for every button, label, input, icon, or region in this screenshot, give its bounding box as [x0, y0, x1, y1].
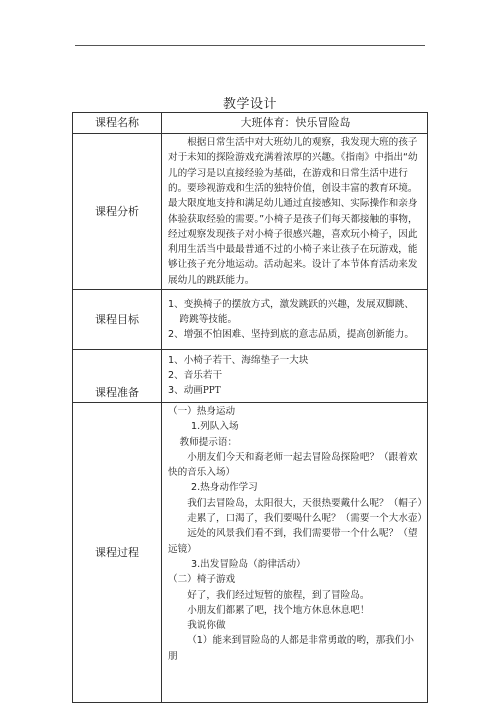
prep-item — [168, 383, 423, 399]
lesson-plan-table — [72, 112, 428, 703]
prep-item — [168, 353, 423, 368]
label-course-prep: 课程准备 — [73, 350, 162, 403]
process-line: （1）能来到冒险岛的人都是非常勇敢的哟，那我们小朋 — [168, 635, 414, 662]
process-line: 好了，我们经过短暂的旅程，到了冒险岛。 — [187, 589, 370, 601]
process-section-heading: （一）热身运动 — [168, 406, 236, 417]
label-course-analysis: 课程分析 — [73, 134, 162, 290]
row-course-analysis — [73, 134, 428, 290]
process-line: 远处的风景我们看不到，我们需要带一个什么呢？（望远镜） — [168, 528, 418, 555]
course-process-cell — [162, 403, 428, 703]
prep-item — [168, 368, 423, 383]
goal-item: 1、变换椅子的摆放方式，激发跳跃的兴趣，发展双脚跳、跨跳等技能。 — [168, 298, 414, 325]
row-course-prep — [73, 350, 428, 403]
course-analysis-cell — [162, 134, 428, 290]
process-line: 我说你做 — [187, 620, 226, 632]
prep-item-text: 动画 — [183, 385, 203, 397]
document-title: 教学设计 — [222, 97, 277, 112]
process-section-heading: （二）椅子游戏 — [168, 574, 236, 586]
process-line: 小朋友们今天和裔老师一起去冒险岛探险吧？（跟着欢快的音乐入场） — [168, 451, 418, 479]
label-course-name: 课程名称 — [73, 113, 162, 134]
row-course-name — [73, 113, 428, 134]
row-course-process — [73, 403, 428, 703]
course-analysis-text: 根据日常生活中对大班幼儿的观察，我发现大班的孩子对于未知的探险游戏充满着浓厚的兴趣。《指南》中指出“幼儿的学习是以直接经验为基础，在游戏和日常生活中进行的。要珍视游戏和生活的独特价值，创设丰富的教育环境。最大限度地支持和满足幼儿通过直接感知、实际操作和亲身体验获取经验的需要。”小椅子是孩子们每天都接触的事物，经过观察发现孩子对小椅子很感兴趣，喜欢玩小椅子，因此利用生活当中最最普通不过的小椅子来让孩子在玩游戏，能够让孩子充分地运动。活动起来。设计了本节体育活动来发展幼儿的跳跃能力。 — [168, 137, 418, 286]
row-course-goals — [73, 290, 428, 350]
goal-item: 2、增强不怕困难、坚持到底的意志品质，提高创新能力。 — [168, 329, 414, 341]
label-course-process: 课程过程 — [73, 403, 162, 703]
label-course-goals: 课程目标 — [73, 290, 162, 350]
prep-item-latin: PPT — [202, 386, 221, 397]
course-goals-cell — [162, 290, 428, 350]
process-line: 小朋友们都累了吧，找个地方休息休息吧！ — [187, 604, 370, 616]
process-line: 走累了，口渴了，我们要喝什么呢？（需要一个大水壶） — [187, 513, 428, 525]
process-step: 3.出发冒险岛（韵律活动） — [191, 558, 306, 570]
process-line: 我们去冒险岛，太阳很大，天很热要戴什么呢？（帽子） — [187, 497, 428, 509]
process-step: 2.热身动作学习 — [191, 482, 258, 494]
prep-item-text: 小椅子若干、海绵垫子一大块 — [183, 354, 309, 366]
process-line: 教师提示语： — [179, 436, 238, 448]
prep-item-number: 3、 — [168, 385, 184, 397]
process-step: 1.列队入场 — [191, 421, 239, 433]
header-rule — [75, 45, 425, 46]
prep-item-number: 2、 — [168, 369, 184, 381]
course-name-value: 大班体育：快乐冒险岛 — [162, 113, 428, 134]
prep-item-text: 音乐若干 — [183, 369, 223, 381]
course-prep-cell — [162, 350, 428, 403]
prep-item-number: 1、 — [168, 354, 184, 366]
